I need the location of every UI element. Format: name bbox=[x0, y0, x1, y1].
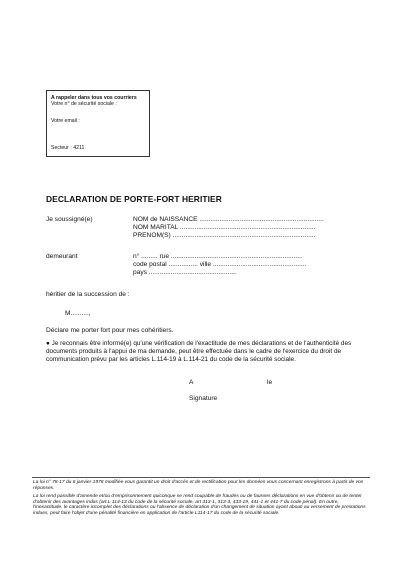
declaration-statement: Déclare me porter fort pour mes cohéritiers. bbox=[46, 327, 174, 334]
footnote-fraud-warning: La loi rend passible d'amende et/ou d'emprisonnement quiconque se rend coupable de fraudes ou de fausses déclarations en vue d'obtenir ou de tenter d'obtenir des avantages indus (art.L 114-13 du code de la sécurité sociale, art 313-1, 313-3, 433-19, 441-1 et 441-7 du code pénal). En outre, l'inexactitude, le caractère incomplet des déclarations ou l'absence de déclaration d'un changement de situation ayant abouti au versement de prestations indues, peut faire l'objet d'une pénalité financière en application de l'article L114-17 du code de la sécurité sociale. bbox=[33, 494, 366, 516]
footnote-divider bbox=[32, 477, 370, 478]
place-label: A bbox=[189, 379, 194, 386]
signature-label: Signature bbox=[189, 395, 218, 402]
reference-box-heading: A rappeler dans tous vos courriers bbox=[51, 95, 137, 101]
footnote-data-protection: La loi n° 78-17 du 6 janvier 1978 modifiée vous garantit un droit d'accès et de rectification pour les données vous concernant enregistrons à partir de vos réponses. bbox=[33, 480, 364, 491]
street-field[interactable]: n° ......... rue ........................................................................ bbox=[133, 253, 303, 260]
birth-name-field[interactable]: NOM de NAISSANCE .................................................................... bbox=[133, 216, 324, 223]
ssn-label: Votre n° de sécurité sociale : bbox=[51, 101, 117, 107]
address-lead: demeurant bbox=[46, 253, 78, 260]
heir-line: héritier de la succession de : bbox=[46, 291, 130, 298]
identity-lead: Je soussigné(e) bbox=[46, 216, 93, 223]
deceased-name-field[interactable]: M.........., bbox=[65, 310, 91, 317]
date-label: le bbox=[267, 379, 273, 386]
reference-box bbox=[46, 90, 150, 157]
country-field[interactable]: pays ................................................ bbox=[133, 269, 237, 276]
postcode-city-field[interactable]: code postal ................ ville ................................................... bbox=[133, 261, 307, 268]
sector-label: Secteur : 4211 bbox=[51, 145, 85, 151]
page-title: DECLARATION DE PORTE-FORT HERITIER bbox=[46, 194, 222, 204]
married-name-field[interactable]: NOM MARITAL .......................................................................... bbox=[133, 224, 316, 231]
first-names-field[interactable]: PRENOM(S) .............................................................................. bbox=[133, 232, 316, 239]
email-label: Votre email : bbox=[51, 118, 80, 124]
acknowledgement-paragraph: ● Je reconnais être informé(e) qu'une vérification de l'exactitude de mes déclarations et de l'authenticité des documents produits à l'appui de ma demande, peut être effectuée dans le cadre de l'exercice du droit de communication prévu par les articles L.114-19 à L.114-21 du code de la sécurité sociale. bbox=[46, 340, 352, 364]
